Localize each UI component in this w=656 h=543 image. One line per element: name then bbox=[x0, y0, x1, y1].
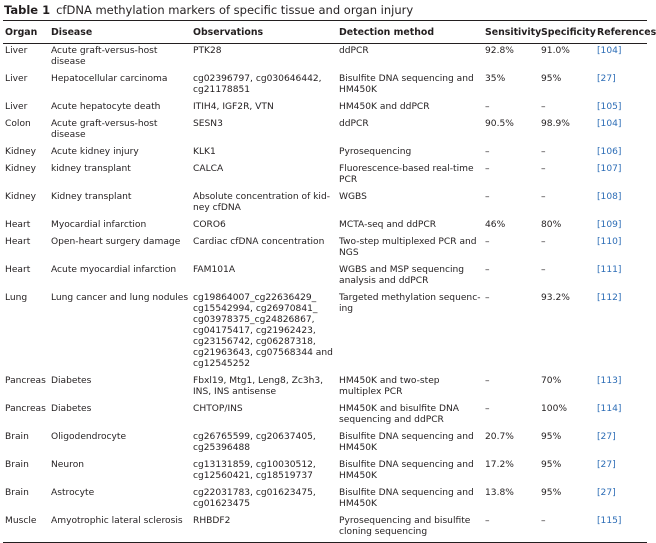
cell-disease: Acute kidney injury bbox=[51, 147, 139, 157]
cell-observations: cg13131859, cg10030512, cg12560421, cg18519737 bbox=[193, 460, 316, 481]
table-title: cfDNA methylation markers of specific tissue and organ injury bbox=[56, 3, 414, 17]
cell-observations: CORO6 bbox=[193, 220, 226, 230]
cell-specificity: – bbox=[541, 164, 546, 174]
cell-detection-method: Targeted methylation sequenc-ing bbox=[339, 293, 481, 314]
cell-observations: KLK1 bbox=[193, 147, 216, 157]
cell-disease: Acute graft-versus-host disease bbox=[51, 119, 158, 140]
cell-disease: Diabetes bbox=[51, 376, 92, 386]
cell-organ: Heart bbox=[5, 220, 31, 230]
markers-table bbox=[3, 22, 656, 543]
header-detection-method: Detection method bbox=[337, 22, 483, 44]
table-body bbox=[3, 44, 647, 543]
cell-reference[interactable]: [107] bbox=[597, 164, 622, 174]
cell-specificity: – bbox=[541, 147, 546, 157]
header-organ: Organ bbox=[3, 22, 49, 44]
cell-detection-method: Bisulfite DNA sequencing and HM450K bbox=[339, 432, 474, 453]
cell-reference[interactable]: [113] bbox=[597, 376, 622, 386]
cell-organ: Liver bbox=[5, 102, 28, 112]
cell-sensitivity: – bbox=[485, 404, 490, 414]
cell-observations: CHTOP/INS bbox=[193, 404, 243, 414]
cell-sensitivity: 46% bbox=[485, 220, 506, 230]
cell-detection-method: Two-step multiplexed PCR and NGS bbox=[339, 237, 477, 258]
cell-sensitivity: – bbox=[485, 516, 490, 526]
cell-observations: cg19864007_cg22636429_ cg15542994, cg26970841_ cg03978375_cg24826867, cg04175417, cg21962423, cg23156742, cg06287318, cg21963643, cg07568344 and cg12545252 bbox=[193, 293, 333, 369]
cell-disease: Amyotrophic lateral sclerosis bbox=[51, 516, 183, 526]
cell-organ: Brain bbox=[5, 488, 29, 498]
cell-specificity: – bbox=[541, 237, 546, 247]
cell-detection-method: Bisulfite DNA sequencing and HM450K bbox=[339, 488, 474, 509]
cell-reference[interactable]: [104] bbox=[597, 46, 622, 56]
cell-sensitivity: – bbox=[485, 192, 490, 202]
cell-specificity: 95% bbox=[541, 460, 562, 470]
table-row bbox=[3, 162, 647, 190]
cell-reference[interactable]: [27] bbox=[597, 74, 616, 84]
cell-reference[interactable]: [105] bbox=[597, 102, 622, 112]
cell-observations: cg26765599, cg20637405, cg25396488 bbox=[193, 432, 316, 453]
cell-disease: Diabetes bbox=[51, 404, 92, 414]
cell-disease: Astrocyte bbox=[51, 488, 95, 498]
cell-disease: Myocardial infarction bbox=[51, 220, 147, 230]
cell-organ: Brain bbox=[5, 460, 29, 470]
cell-specificity: – bbox=[541, 265, 546, 275]
cell-organ: Muscle bbox=[5, 516, 37, 526]
cell-sensitivity: – bbox=[485, 237, 490, 247]
cell-sensitivity: 90.5% bbox=[485, 119, 514, 129]
cell-detection-method: WGBS bbox=[339, 192, 367, 202]
cell-detection-method: ddPCR bbox=[339, 46, 369, 56]
table-row bbox=[3, 72, 647, 100]
cell-sensitivity: – bbox=[485, 265, 490, 275]
cell-observations: Cardiac cfDNA concentration bbox=[193, 237, 325, 247]
cell-reference[interactable]: [112] bbox=[597, 293, 622, 303]
cell-observations: PTK28 bbox=[193, 46, 222, 56]
header-disease: Disease bbox=[49, 22, 191, 44]
table-row bbox=[3, 44, 647, 73]
cell-disease: Acute hepatocyte death bbox=[51, 102, 161, 112]
cell-sensitivity: 20.7% bbox=[485, 432, 514, 442]
cell-specificity: 70% bbox=[541, 376, 562, 386]
cell-reference[interactable]: [111] bbox=[597, 265, 622, 275]
table-row bbox=[3, 430, 647, 458]
table-row bbox=[3, 458, 647, 486]
cell-organ: Heart bbox=[5, 265, 31, 275]
cell-disease: Neuron bbox=[51, 460, 85, 470]
header-references: References bbox=[595, 22, 647, 44]
cell-sensitivity: – bbox=[485, 147, 490, 157]
table-row bbox=[3, 514, 647, 543]
cell-organ: Pancreas bbox=[5, 376, 46, 386]
cell-sensitivity: 35% bbox=[485, 74, 506, 84]
cell-reference[interactable]: [106] bbox=[597, 147, 622, 157]
cell-specificity: 80% bbox=[541, 220, 562, 230]
cell-observations: cg22031783, cg01623475, cg01623475 bbox=[193, 488, 316, 509]
cell-observations: Absolute concentration of kid-ney cfDNA bbox=[193, 192, 331, 213]
cell-specificity: 91.0% bbox=[541, 46, 570, 56]
table-row bbox=[3, 117, 647, 145]
cell-reference[interactable]: [104] bbox=[597, 119, 622, 129]
cell-disease: Acute graft-versus-host disease bbox=[51, 46, 158, 67]
cell-detection-method: HM450K and ddPCR bbox=[339, 102, 430, 112]
cell-reference[interactable]: [114] bbox=[597, 404, 622, 414]
cell-detection-method: Pyrosequencing and bisulfite cloning sequencing bbox=[339, 516, 471, 537]
cell-disease: kidney transplant bbox=[51, 164, 131, 174]
cell-reference[interactable]: [115] bbox=[597, 516, 622, 526]
cell-observations: Fbxl19, Mtg1, Leng8, Zc3h3, INS, INS antisense bbox=[193, 376, 324, 397]
cell-sensitivity: – bbox=[485, 293, 490, 303]
cell-observations: CALCA bbox=[193, 164, 224, 174]
header-sensitivity: Sensitivity bbox=[483, 22, 539, 44]
cell-detection-method: WGBS and MSP sequencing analysis and ddPCR bbox=[339, 265, 465, 286]
cell-organ: Liver bbox=[5, 74, 28, 84]
cell-organ: Kidney bbox=[5, 192, 37, 202]
table-row bbox=[3, 218, 647, 235]
cell-sensitivity: 92.8% bbox=[485, 46, 514, 56]
table-caption bbox=[4, 3, 413, 17]
cell-sensitivity: – bbox=[485, 102, 490, 112]
table-row bbox=[3, 374, 647, 402]
cell-detection-method: MCTA-seq and ddPCR bbox=[339, 220, 437, 230]
cell-organ: Colon bbox=[5, 119, 31, 129]
cell-sensitivity: – bbox=[485, 164, 490, 174]
table-row bbox=[3, 263, 647, 291]
table-row bbox=[3, 190, 647, 218]
table-row bbox=[3, 145, 647, 162]
cell-organ: Kidney bbox=[5, 164, 37, 174]
cell-detection-method: Bisulfite DNA sequencing and HM450K bbox=[339, 74, 474, 95]
header-observations: Observations bbox=[191, 22, 337, 44]
cell-reference[interactable]: [27] bbox=[597, 488, 616, 498]
cell-observations: ITIH4, IGF2R, VTN bbox=[193, 102, 274, 112]
cell-detection-method: ddPCR bbox=[339, 119, 369, 129]
cell-specificity: 95% bbox=[541, 488, 562, 498]
cell-sensitivity: – bbox=[485, 376, 490, 386]
table-row bbox=[3, 100, 647, 117]
cell-organ: Lung bbox=[5, 293, 28, 303]
cell-specificity: 100% bbox=[541, 404, 567, 414]
cell-reference[interactable]: [27] bbox=[597, 460, 616, 470]
cell-reference[interactable]: [110] bbox=[597, 237, 622, 247]
cell-specificity: – bbox=[541, 102, 546, 112]
cell-observations: SESN3 bbox=[193, 119, 223, 129]
cell-organ: Liver bbox=[5, 46, 28, 56]
cell-detection-method: Pyrosequencing bbox=[339, 147, 412, 157]
cell-organ: Pancreas bbox=[5, 404, 46, 414]
cell-observations: FAM101A bbox=[193, 265, 236, 275]
cell-organ: Brain bbox=[5, 432, 29, 442]
cell-specificity: – bbox=[541, 192, 546, 202]
header-specificity: Specificity bbox=[539, 22, 595, 44]
cell-sensitivity: 13.8% bbox=[485, 488, 514, 498]
header-row bbox=[3, 22, 647, 44]
cell-observations: cg02396797, cg030646442, cg21178851 bbox=[193, 74, 322, 95]
table-row bbox=[3, 486, 647, 514]
cell-sensitivity: 17.2% bbox=[485, 460, 514, 470]
cell-detection-method: HM450K and two-step multiplex PCR bbox=[339, 376, 440, 397]
cell-disease: Acute myocardial infarction bbox=[51, 265, 177, 275]
cell-disease: Kidney transplant bbox=[51, 192, 132, 202]
cell-disease: Open-heart surgery damage bbox=[51, 237, 181, 247]
cell-specificity: 95% bbox=[541, 74, 562, 84]
cell-detection-method: Fluorescence-based real-time PCR bbox=[339, 164, 474, 185]
cell-detection-method: Bisulfite DNA sequencing and HM450K bbox=[339, 460, 474, 481]
table-row bbox=[3, 235, 647, 263]
table-label: Table 1 bbox=[4, 3, 51, 17]
cell-disease: Hepatocellular carcinoma bbox=[51, 74, 168, 84]
cell-disease: Oligodendrocyte bbox=[51, 432, 127, 442]
cell-organ: Kidney bbox=[5, 147, 37, 157]
top-rule bbox=[3, 20, 647, 21]
cell-detection-method: HM450K and bisulfite DNA sequencing and ddPCR bbox=[339, 404, 460, 425]
cell-specificity: 98.9% bbox=[541, 119, 570, 129]
table-row bbox=[3, 291, 647, 374]
table-row bbox=[3, 402, 647, 430]
cell-specificity: 95% bbox=[541, 432, 562, 442]
cell-reference[interactable]: [108] bbox=[597, 192, 622, 202]
cell-specificity: – bbox=[541, 516, 546, 526]
cell-specificity: 93.2% bbox=[541, 293, 570, 303]
cell-organ: Heart bbox=[5, 237, 31, 247]
cell-reference[interactable]: [27] bbox=[597, 432, 616, 442]
cell-disease: Lung cancer and lung nodules bbox=[51, 293, 189, 303]
cell-reference[interactable]: [109] bbox=[597, 220, 622, 230]
cell-observations: RHBDF2 bbox=[193, 516, 231, 526]
